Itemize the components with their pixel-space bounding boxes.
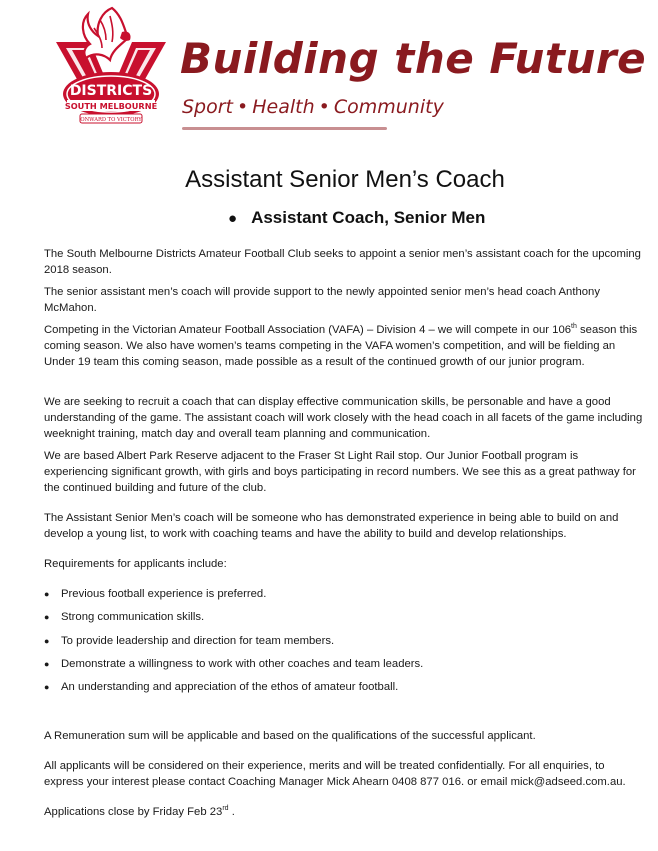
tagline-separator: • xyxy=(318,96,330,118)
competition-ordinal: th xyxy=(571,323,577,331)
competition-text-b: season this coming season. We also have women’s teams competing in the VAFA women’s competition, and will be fielding an Under 19 team this coming season, made possible as a result of the continued growth of our junior program. xyxy=(44,324,638,368)
tagline-community: Community xyxy=(333,96,444,118)
logo-bird-icon xyxy=(83,8,131,60)
close-text-b: . xyxy=(228,806,235,819)
competition-text-a: Competing in the Victorian Amateur Football Association (VAFA) – Division 4 – we will compete in our 106 xyxy=(44,324,572,336)
paragraph-competition xyxy=(44,322,644,370)
requirement-item: ● To provide leadership and direction for team members. xyxy=(44,633,644,649)
requirement-item: ● Previous football experience is preferred. xyxy=(44,586,644,602)
requirement-item: ● An understanding and appreciation of the ethos of amateur football. xyxy=(44,679,644,695)
requirements-heading: Requirements for applicants include: xyxy=(44,558,227,570)
brand-title: Building the Future xyxy=(180,34,647,83)
close-text-a: Applications close by Friday Feb 23 xyxy=(44,806,223,819)
tagline-health: Health xyxy=(252,96,315,118)
job-subtitle xyxy=(228,208,485,228)
close-ordinal: rd xyxy=(222,805,229,813)
paragraph-recruit: We are seeking to recruit a coach that can display effective communication skills, be personable and have a good understanding of the game. The assistant coach will work closely with the head coach in all facets of the game including weeknight training, match day and overall team planning and communication. xyxy=(44,396,643,440)
paragraph-intro: The South Melbourne Districts Amateur Football Club seeks to appoint a senior men’s assistant coach for the upcoming 2018 season. xyxy=(44,248,641,276)
tagline-separator: • xyxy=(237,96,249,118)
applications-close xyxy=(44,804,644,820)
brand-underline xyxy=(182,127,387,130)
logo-motto: ONWARD TO VICTORY xyxy=(80,117,142,123)
requirements-list xyxy=(44,586,644,695)
paragraph-ideal-candidate: The Assistant Senior Men’s coach will be someone who has demonstrated experience in being able to build on and develop a young list, to work with coaching teams and have the ability to build and develop relationships. xyxy=(44,512,619,540)
paragraph-support: The senior assistant men’s coach will provide support to the newly appointed senior men’s head coach Anthony McMahon. xyxy=(44,286,600,314)
job-subtitle-text: Assistant Coach, Senior Men xyxy=(251,208,486,227)
club-logo xyxy=(52,2,170,130)
requirement-item: ● Demonstrate a willingness to work with other coaches and team leaders. xyxy=(44,656,644,672)
tagline-sport: Sport xyxy=(182,96,234,118)
requirement-item: ● Strong communication skills. xyxy=(44,609,644,625)
logo-subtitle: SOUTH MELBOURNE xyxy=(64,101,158,111)
subtitle-bullet: ● xyxy=(228,210,238,227)
brand-tagline xyxy=(182,96,444,118)
document-body xyxy=(44,246,644,826)
paragraph-location: We are based Albert Park Reserve adjacent to the Fraser St Light Rail stop. Our Junior Football program is experiencing significant growth, with girls and boys participating in record numbers. We see this as a great pathway for the continued building and future of the club. xyxy=(44,450,636,494)
paragraph-enquiries: All applicants will be considered on their experience, merits and will be treated confidentially. For all enquiries, to express your interest please contact Coaching Manager Mick Ahearn 0408 877 016. or email mick@adseed.com.au. xyxy=(44,760,626,789)
job-title: Assistant Senior Men’s Coach xyxy=(185,166,505,193)
logo-name: DISTRICTS xyxy=(69,83,153,99)
paragraph-remuneration: A Remuneration sum will be applicable and based on the qualifications of the successful applicant. xyxy=(44,730,536,743)
